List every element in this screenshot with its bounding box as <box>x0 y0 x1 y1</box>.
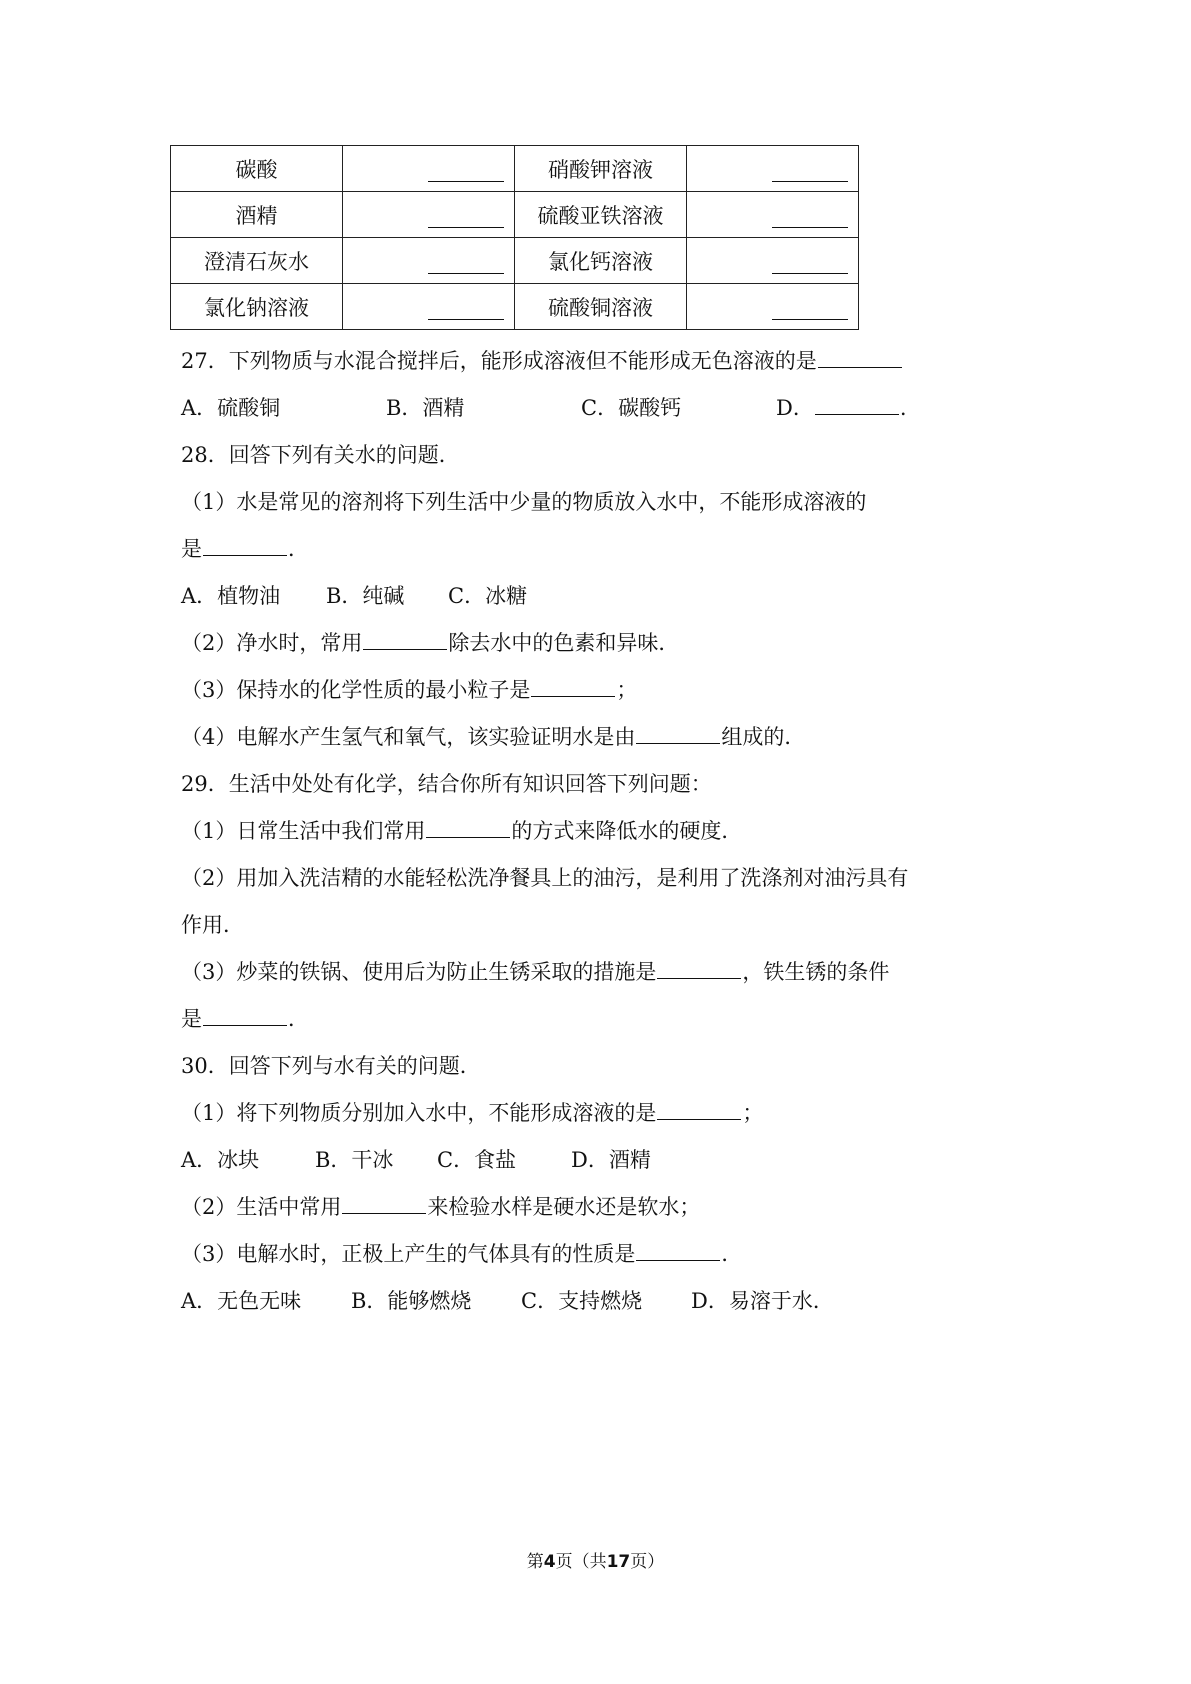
answer-blank[interactable] <box>815 413 899 415</box>
answer-blank[interactable] <box>687 238 859 284</box>
answer-blank[interactable] <box>657 977 741 979</box>
answer-blank[interactable] <box>818 366 902 368</box>
answer-blank[interactable] <box>531 695 615 697</box>
q30-part3-options <box>181 1285 834 1315</box>
q29-stem: 29．生活中处处有化学，结合你所有知识回答下列问题： <box>181 772 712 796</box>
table-row <box>171 146 859 192</box>
table-cell: 硫酸亚铁溶液 <box>515 192 687 238</box>
table-cell: 氯化钙溶液 <box>515 238 687 284</box>
option[interactable]: A．冰块 <box>181 1148 260 1172</box>
answer-blank[interactable] <box>203 1024 287 1026</box>
answer-blank[interactable] <box>342 1212 426 1214</box>
q30-part1: （1）将下列物质分别加入水中，不能形成溶液的是 ； <box>181 1101 764 1125</box>
page-number: 4 <box>543 1552 556 1572</box>
option[interactable]: B．干冰 <box>315 1148 394 1172</box>
q29-part2-cont: 作用． <box>181 913 244 937</box>
option[interactable]: C．食盐 <box>437 1148 517 1172</box>
answer-blank[interactable] <box>343 284 515 330</box>
q30-part3: （3）电解水时，正极上产生的气体具有的性质是 ． <box>181 1242 743 1266</box>
table-cell: 酒精 <box>171 192 343 238</box>
option[interactable]: C．支持燃烧 <box>521 1289 643 1313</box>
q29-part2: （2）用加入洗洁精的水能轻松洗净餐具上的油污，是利用了洗涤剂对油污具有 <box>181 866 909 890</box>
q30-part2: （2）生活中常用 来检验水样是硬水还是软水； <box>181 1195 701 1219</box>
option[interactable]: B．纯碱 <box>326 584 405 608</box>
table-cell: 碳酸 <box>171 146 343 192</box>
table-row <box>171 284 859 330</box>
answer-blank[interactable] <box>657 1118 741 1120</box>
option[interactable]: A．硫酸铜 <box>181 396 281 420</box>
q30-stem: 30．回答下列与水有关的问题． <box>181 1054 481 1078</box>
option[interactable]: C．碳酸钙 <box>581 396 682 420</box>
table-cell: 氯化钠溶液 <box>171 284 343 330</box>
option[interactable]: C．冰糖 <box>448 584 528 608</box>
option[interactable]: B．酒精 <box>386 396 465 420</box>
option[interactable]: D． <box>776 396 814 420</box>
option[interactable]: A．无色无味 <box>181 1289 302 1313</box>
q29-part3: （3）炒菜的铁锅、使用后为防止生锈采取的措施是 ，铁生锈的条件 <box>181 960 890 984</box>
q27-stem: 27．下列物质与水混合搅拌后，能形成溶液但不能形成无色溶液的是 <box>181 345 903 375</box>
option[interactable]: D．易溶于水． <box>691 1289 834 1313</box>
answer-blank[interactable] <box>343 238 515 284</box>
table-row <box>171 192 859 238</box>
table-cell: 澄清石灰水 <box>171 238 343 284</box>
solution-table <box>170 145 859 330</box>
answer-blank[interactable] <box>343 192 515 238</box>
option[interactable]: D．酒精 <box>571 1148 651 1172</box>
q27-options: A．硫酸铜 B．酒精 C．碳酸钙 D． . <box>181 392 907 422</box>
answer-blank[interactable] <box>687 284 859 330</box>
answer-blank[interactable] <box>343 146 515 192</box>
answer-blank[interactable] <box>636 742 720 744</box>
q29-part3-cont: 是 ． <box>181 1007 309 1031</box>
q28-part2: （2）净水时，常用 除去水中的色素和异味． <box>181 631 680 655</box>
answer-blank[interactable] <box>203 554 287 556</box>
q28-part1-cont: 是 ． <box>181 537 309 561</box>
answer-blank[interactable] <box>636 1259 720 1261</box>
option[interactable]: A．植物油 <box>181 584 281 608</box>
page-footer: 第4页（共17页） <box>526 1552 665 1572</box>
page-total: 17 <box>606 1552 631 1572</box>
table-cell: 硝酸钾溶液 <box>515 146 687 192</box>
q28-part1: （1）水是常见的溶剂将下列生活中少量的物质放入水中，不能形成溶液的 <box>181 490 867 514</box>
q28-part4: （4）电解水产生氢气和氧气，该实验证明水是由 组成的． <box>181 725 806 749</box>
answer-blank[interactable] <box>687 192 859 238</box>
table-row <box>171 238 859 284</box>
q28-part1-options <box>181 580 527 610</box>
table-cell: 硫酸铜溶液 <box>515 284 687 330</box>
answer-blank[interactable] <box>363 648 447 650</box>
answer-blank[interactable] <box>426 836 510 838</box>
answer-blank[interactable] <box>687 146 859 192</box>
q28-part3: （3）保持水的化学性质的最小粒子是 ； <box>181 678 638 702</box>
q29-part1: （1）日常生活中我们常用 的方式来降低水的硬度． <box>181 819 743 843</box>
q30-part1-options <box>181 1144 651 1174</box>
option[interactable]: B．能够燃烧 <box>351 1289 472 1313</box>
q28-stem: 28．回答下列有关水的问题． <box>181 443 460 467</box>
